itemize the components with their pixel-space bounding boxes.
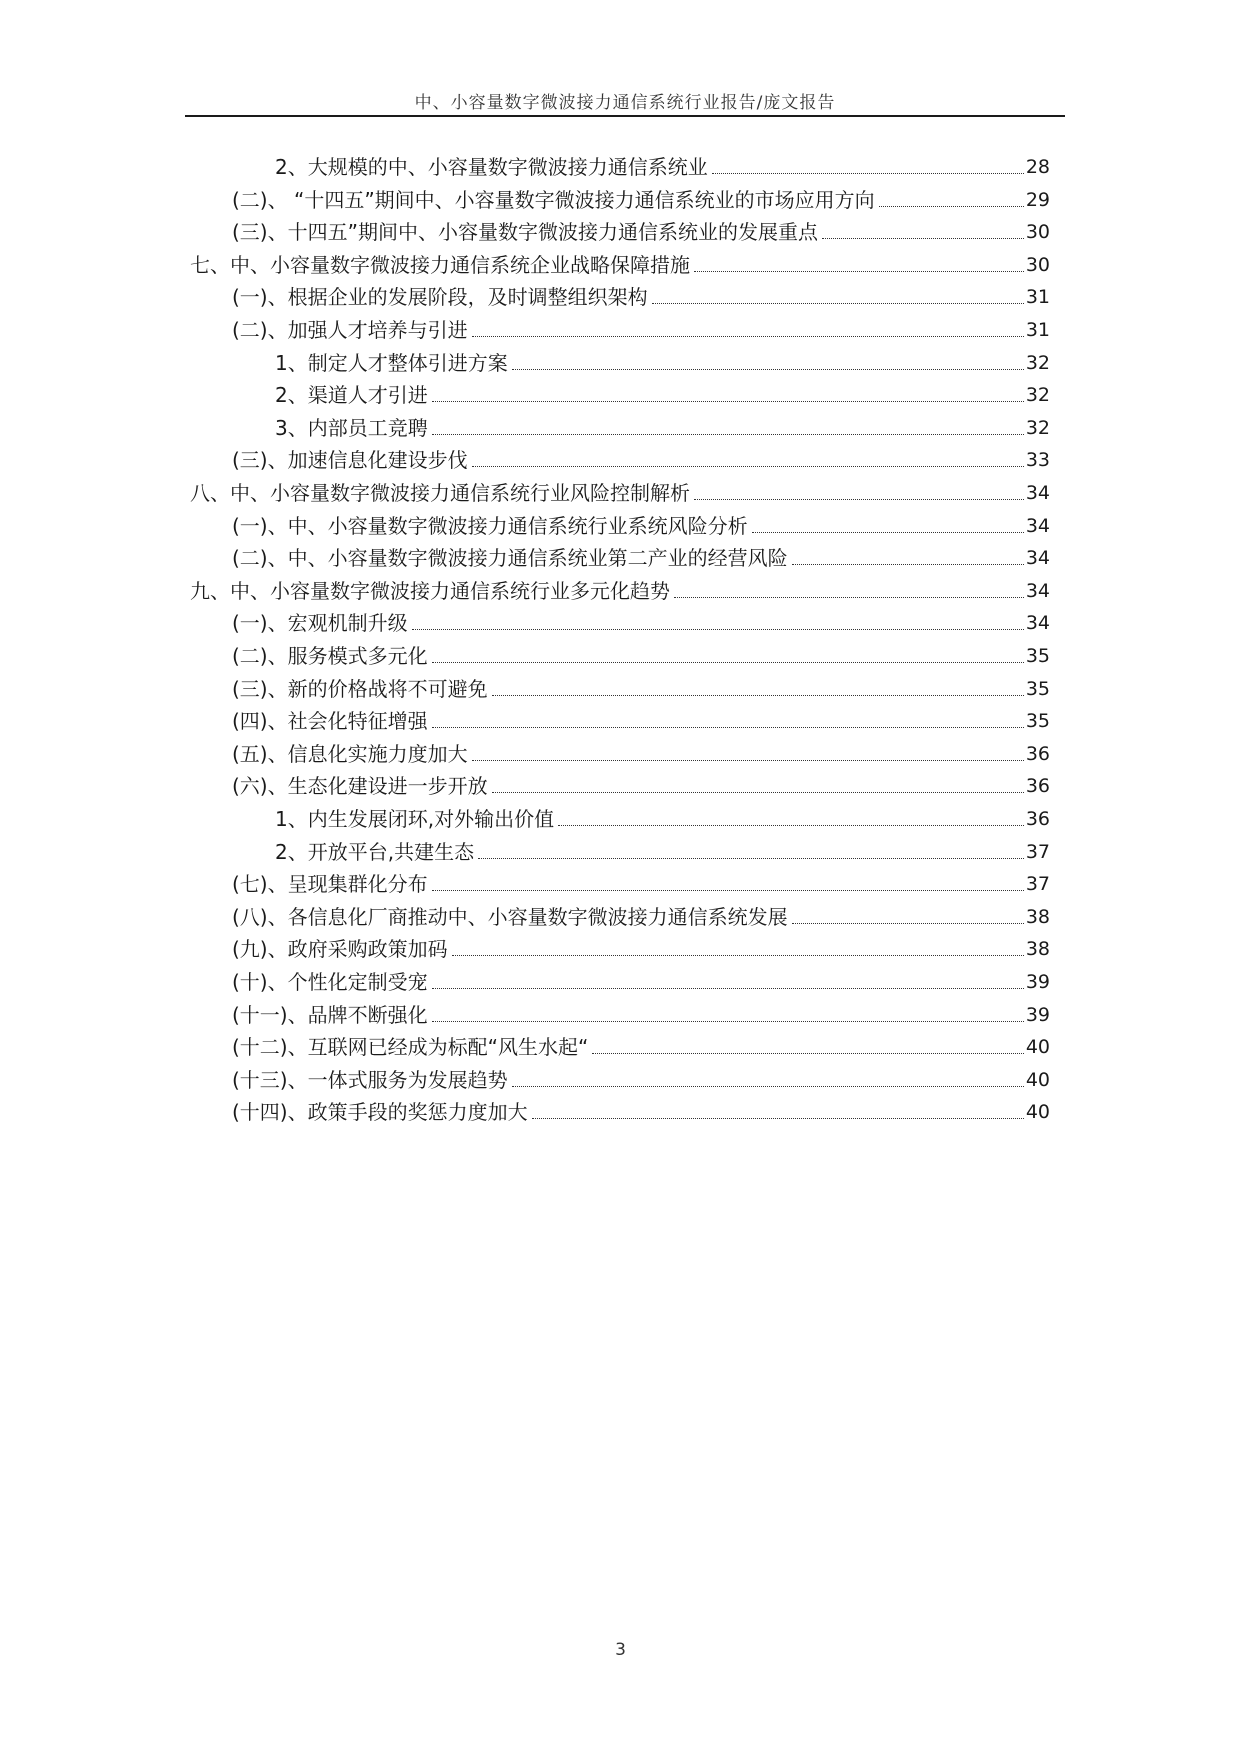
- toc-entry-page: 32: [1025, 416, 1050, 439]
- toc-entry-title: 1、制定人才整体引进方案: [275, 350, 508, 375]
- toc-entry-title: (五)、信息化实施力度加大: [232, 741, 468, 766]
- toc-dot-leader: [492, 792, 1024, 793]
- toc-entry-page: 38: [1025, 938, 1050, 961]
- toc-entry-page: 34: [1025, 547, 1050, 570]
- toc-entry-title: (二)、加强人才培养与引进: [232, 318, 468, 342]
- toc-entry-page: 32: [1025, 384, 1050, 407]
- toc-entry-page: 36: [1025, 775, 1050, 798]
- toc-entry-title: (二)、服务模式多元化: [232, 644, 428, 668]
- toc-entry-page: 34: [1025, 514, 1050, 537]
- toc-dot-leader: [694, 271, 1024, 272]
- toc-entry-title: (六)、生态化建设进一步开放: [232, 774, 488, 799]
- toc-entry-page: 39: [1025, 971, 1050, 993]
- toc-dot-leader: [674, 597, 1024, 598]
- toc-entry[interactable]: [232, 606, 1050, 636]
- toc-dot-leader: [879, 206, 1024, 207]
- toc-dot-leader: [558, 825, 1024, 826]
- toc-entry[interactable]: [232, 932, 1050, 962]
- toc-dot-leader: [512, 369, 1024, 370]
- toc-entry[interactable]: [275, 150, 1050, 180]
- toc-entry-page: 37: [1025, 873, 1050, 896]
- toc-entry-page: 35: [1025, 677, 1050, 700]
- toc-entry-title: (一)、宏观机制升级: [232, 611, 408, 636]
- toc-dot-leader: [432, 890, 1024, 891]
- toc-entry-title: (四)、社会化特征增强: [232, 709, 428, 734]
- toc-entry[interactable]: [190, 248, 1050, 278]
- toc-entry-page: 36: [1025, 742, 1050, 765]
- toc-entry[interactable]: [190, 476, 1050, 506]
- toc-dot-leader: [822, 238, 1024, 239]
- toc-entry-page: 39: [1025, 1003, 1050, 1026]
- toc-dot-leader: [432, 988, 1024, 989]
- toc-entry[interactable]: [232, 443, 1050, 473]
- toc-dot-leader: [792, 923, 1024, 924]
- toc-entry-title: (一)、中、小容量数字微波接力通信系统行业系统风险分析: [232, 513, 748, 538]
- toc-entry-title: 2、开放平台,共建生态: [275, 839, 475, 864]
- toc-entry-page: 34: [1025, 482, 1050, 504]
- toc-entry[interactable]: [232, 672, 1050, 702]
- toc-entry[interactable]: [232, 769, 1050, 799]
- toc-dot-leader: [792, 564, 1024, 565]
- toc-entry[interactable]: [232, 183, 1050, 213]
- toc-entry[interactable]: [275, 411, 1050, 441]
- toc-entry-title: 八、中、小容量数字微波接力通信系统行业风险控制解析: [190, 481, 690, 505]
- toc-entry[interactable]: [190, 574, 1050, 604]
- toc-entry[interactable]: [275, 802, 1050, 832]
- toc-entry[interactable]: [232, 1095, 1050, 1125]
- toc-dot-leader: [492, 695, 1024, 696]
- toc-entry-title: (九)、政府采购政策加码: [232, 937, 448, 962]
- toc-entry-page: 34: [1025, 612, 1050, 635]
- toc-dot-leader: [652, 303, 1024, 304]
- toc-entry-title: (十)、个性化定制受宠: [232, 970, 428, 994]
- toc-entry-title: 七、中、小容量数字微波接力通信系统企业战略保障措施: [190, 252, 690, 277]
- toc-entry-page: 40: [1025, 1101, 1050, 1124]
- toc-entry-page: 30: [1025, 221, 1050, 244]
- toc-entry[interactable]: [275, 835, 1050, 865]
- toc-dot-leader: [478, 858, 1024, 859]
- toc-entry-title: (十二)、互联网已经成为标配“风生水起“: [232, 1035, 589, 1060]
- toc-entry-title: (十三)、一体式服务为发展趋势: [232, 1067, 508, 1092]
- page-number: 3: [615, 1640, 626, 1660]
- toc-entry[interactable]: [232, 998, 1050, 1028]
- toc-entry-page: 30: [1025, 253, 1050, 276]
- toc-dot-leader: [512, 1086, 1024, 1087]
- toc-entry[interactable]: [232, 900, 1050, 930]
- toc-entry-page: 35: [1025, 645, 1050, 667]
- toc-dot-leader: [472, 466, 1024, 467]
- toc-entry-title: (十四)、政策手段的奖惩力度加大: [232, 1100, 528, 1125]
- toc-dot-leader: [532, 1118, 1024, 1119]
- toc-entry-page: 37: [1025, 840, 1050, 863]
- toc-entry[interactable]: [232, 313, 1050, 343]
- toc-entry[interactable]: [232, 1063, 1050, 1093]
- toc-entry-title: (一)、根据企业的发展阶段，及时调整组织架构: [232, 285, 648, 310]
- toc-dot-leader: [432, 727, 1024, 728]
- page-header-title: 中、小容量数字微波接力通信系统行业报告/庞文报告: [414, 93, 836, 113]
- toc-entry-page: 28: [1025, 156, 1050, 178]
- toc-entry[interactable]: [232, 541, 1050, 571]
- toc-entry[interactable]: [232, 280, 1050, 310]
- toc-dot-leader: [472, 336, 1024, 337]
- toc-entry-page: 35: [1025, 710, 1050, 733]
- toc-entry-title: 1、内生发展闭环,对外输出价值: [275, 807, 555, 831]
- toc-entry-title: (二)、 “十四五”期间中、小容量数字微波接力通信系统业的市场应用方向: [232, 187, 875, 212]
- toc-dot-leader: [472, 760, 1024, 761]
- header-divider: [185, 115, 1065, 117]
- toc-entry-title: 2、渠道人才引进: [275, 383, 428, 408]
- toc-entry-page: 40: [1025, 1036, 1050, 1059]
- toc-dot-leader: [432, 401, 1024, 402]
- toc-entry[interactable]: [232, 509, 1050, 539]
- toc-entry-title: (三)、新的价格战将不可避免: [232, 676, 488, 701]
- toc-entry[interactable]: [275, 346, 1050, 376]
- toc-entry-page: 38: [1025, 905, 1050, 928]
- toc-entry-page: 40: [1025, 1068, 1050, 1091]
- toc-dot-leader: [412, 629, 1024, 630]
- toc-entry[interactable]: [232, 639, 1050, 669]
- toc-dot-leader: [592, 1053, 1023, 1054]
- toc-entry-page: 31: [1025, 286, 1050, 309]
- toc-entry[interactable]: [232, 867, 1050, 897]
- toc-entry-title: (二)、中、小容量数字微波接力通信系统业第二产业的经营风险: [232, 546, 788, 571]
- toc-entry-title: (七)、呈现集群化分布: [232, 872, 428, 897]
- toc-entry[interactable]: [275, 378, 1050, 408]
- toc-dot-leader: [752, 532, 1024, 533]
- toc-entry-page: 36: [1025, 808, 1050, 830]
- toc-entry-title: 3、内部员工竞聘: [275, 415, 428, 440]
- toc-entry-title: (八)、各信息化厂商推动中、小容量数字微波接力通信系统发展: [232, 904, 788, 929]
- toc-entry-title: (三)、十四五”期间中、小容量数字微波接力通信系统业的发展重点: [232, 220, 818, 245]
- toc-entry-title: 2、大规模的中、小容量数字微波接力通信系统业: [275, 155, 708, 179]
- toc-entry[interactable]: [232, 965, 1050, 995]
- toc-dot-leader: [432, 662, 1024, 663]
- toc-dot-leader: [432, 434, 1024, 435]
- toc-dot-leader: [432, 1021, 1024, 1022]
- toc-entry[interactable]: [232, 704, 1050, 734]
- toc-entry-page: 34: [1025, 579, 1050, 602]
- toc-entry-page: 29: [1025, 188, 1050, 211]
- toc-entry-page: 32: [1025, 351, 1050, 374]
- toc-dot-leader: [694, 499, 1024, 500]
- toc-entry-page: 33: [1025, 449, 1050, 472]
- toc-entry-title: (十一)、品牌不断强化: [232, 1002, 428, 1027]
- toc-entry-title: 九、中、小容量数字微波接力通信系统行业多元化趋势: [190, 578, 670, 603]
- toc-entry[interactable]: [232, 215, 1050, 245]
- toc-entry-title: (三)、加速信息化建设步伐: [232, 448, 468, 473]
- toc-dot-leader: [712, 173, 1024, 174]
- toc-dot-leader: [452, 955, 1024, 956]
- toc-entry[interactable]: [232, 737, 1050, 767]
- toc-entry[interactable]: [232, 1030, 1050, 1060]
- toc-entry-page: 31: [1025, 319, 1050, 341]
